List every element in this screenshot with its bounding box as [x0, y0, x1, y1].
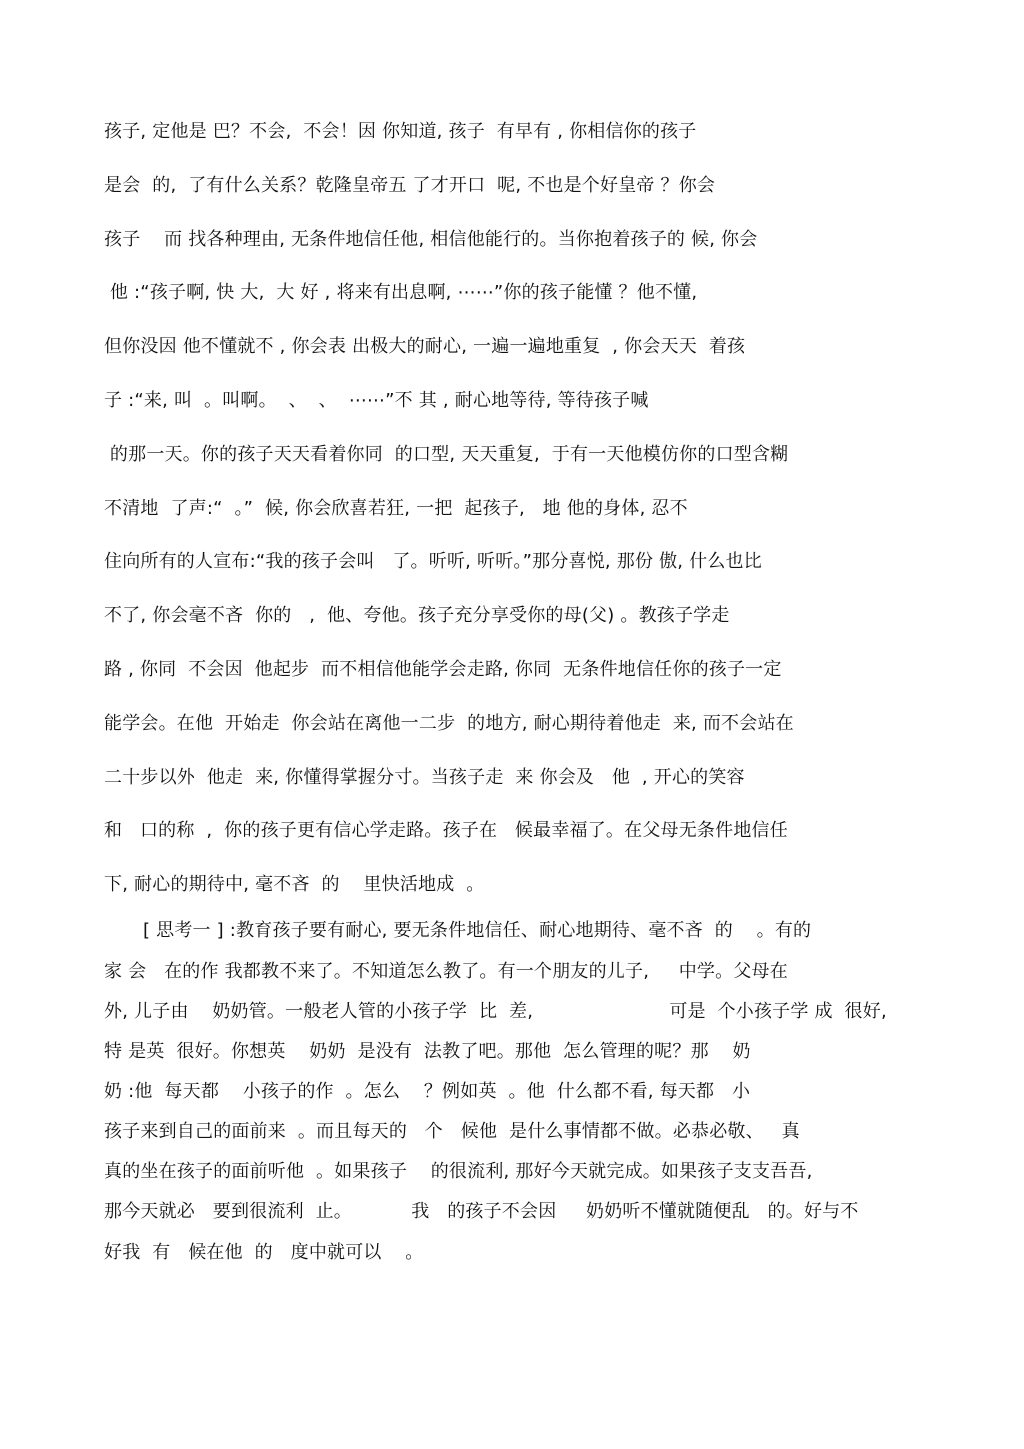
text-line: 孩子 而 找各种理由, 无条件地信任他, 相信他能行的。当你抱着孩子的 候, 你会 — [104, 229, 758, 250]
text-line: 二十步以外 他走 来, 你懂得掌握分寸。当孩子走 来 你会及 他 , 开心的笑容 — [104, 767, 745, 788]
text-line: 真的坐在孩子的面前听他 。如果孩子 的很流利, 那好今天就完成。如果孩子支支吾吾, — [104, 1161, 813, 1182]
text-line: 下, 耐心的期待中, 毫不吝 的 里快活地成 。 — [104, 874, 485, 895]
text-line: 不清地 了声:“ 。” 候, 你会欣喜若狂, 一把 起孩子, 地 他的身体, 忍不 — [104, 498, 688, 519]
text-line: 的那一天。你的孩子天天看着你同 的口型, 天天重复, 于有一天他模仿你的口型含糊 — [104, 444, 789, 465]
text-line: 好我 有 候在他 的 度中就可以 。 — [104, 1242, 424, 1263]
text-line: 住向所有的人宣布:“我的孩子会叫 了。听听, 听听。”那分喜悦, 那份 傲, 什么也比 — [104, 551, 762, 572]
text-line: 不了, 你会毫不吝 你的 , 他、夸他。孩子充分享受你的母(父) 。教孩子学走 — [104, 605, 730, 626]
text-line: 特 是英 很好。你想英 奶奶 是没有 法教了吧。那他 怎么管理的呢？那 奶 — [104, 1041, 751, 1062]
text-line: 奶 :他 每天都 小孩子的作 。怎么 ？例如英 。他 什么都不看, 每天都 小 — [104, 1081, 751, 1102]
text-line: 和 口的称 , 你的孩子更有信心学走路。孩子在 候最幸福了。在父母无条件地信任 — [104, 820, 788, 841]
text-line: 子 :“来, 叫 。叫啊。 、 、 ⋯⋯”不 其 , 耐心地等待, 等待孩子喊 — [104, 390, 649, 411]
text-line: 孩子来到自己的面前来 。而且每天的 个 候他 是什么事情都不做。必恭必敬、 真 — [104, 1121, 800, 1142]
text-line: 他 :“孩子啊, 快 大, 大 好 , 将来有出息啊, ⋯⋯”你的孩子能懂 ？他不懂, — [104, 282, 698, 303]
text-line: 外, 儿子由 奶奶管。一般老人管的小孩子学 比 差, 可是 个小孩子学 成 很好, — [104, 1001, 887, 1022]
text-line: 但你没因 他不懂就不 , 你会表 出极大的耐心, 一遍一遍地重复 , 你会天天 着孩 — [104, 336, 746, 357]
text-line: 能学会。在他 开始走 你会站在离他一二步 的地方, 耐心期待着他走 来, 而不会站在 — [104, 713, 794, 734]
text-line: 孩子, 定他是 巴？不会, 不会！因 你知道, 孩子 有早有 , 你相信你的孩子 — [104, 121, 697, 142]
text-line: 家 会 在的作 我都教不来了。不知道怎么教了。有一个朋友的儿子, 中学。父母在 — [104, 961, 788, 982]
text-line: 路 , 你同 不会因 他起步 而不相信他能学会走路, 你同 无条件地信任你的孩子一定 — [104, 659, 782, 680]
text-line: 是会 的, 了有什么关系？乾隆皇帝五 了才开口 呢, 不也是个好皇帝 ？你会 — [104, 175, 716, 196]
text-line: [ 思考一 ] :教育孩子要有耐心, 要无条件地信任、耐心地期待、毫不吝 的 。有的 — [143, 920, 812, 941]
text-line: 那今天就必 要到很流利 止。 我 的孩子不会因 奶奶听不懂就随便乱 的。好与不 — [104, 1201, 859, 1222]
